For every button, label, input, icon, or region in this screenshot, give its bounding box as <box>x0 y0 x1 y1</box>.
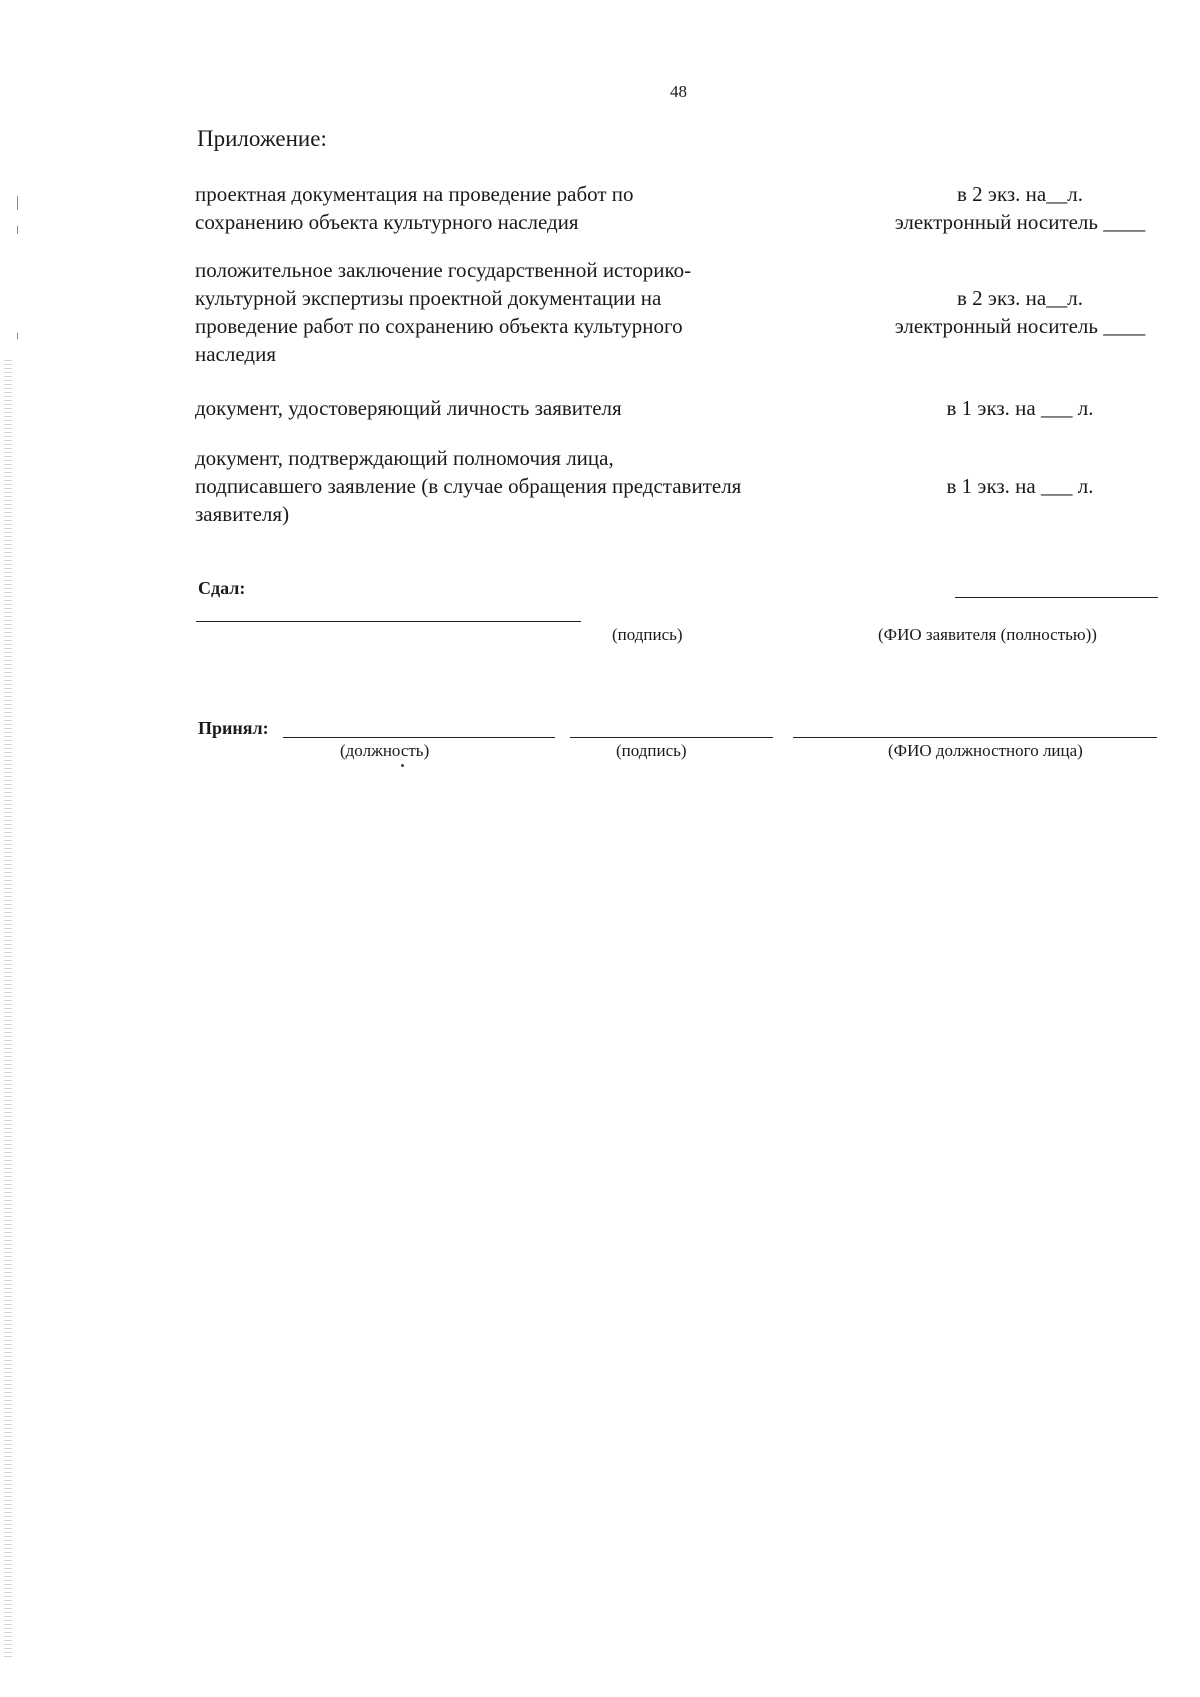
item-quantity <box>870 180 1170 236</box>
scan-edge-artifact <box>4 360 12 1660</box>
item-line: положительное заключение государственной историко- <box>195 258 692 282</box>
attachment-heading: Приложение: <box>197 126 327 151</box>
received-name-caption: (ФИО должностного лица) <box>888 741 1083 760</box>
attachment-item-description <box>195 180 855 236</box>
scan-speck <box>401 764 404 767</box>
handed-over-label: Сдал: <box>198 578 246 598</box>
item-quantity <box>870 472 1170 500</box>
handed-over-signature-caption: (подпись) <box>612 625 683 644</box>
item-quantity <box>870 394 1170 422</box>
item-line: проектная документация на проведение работ по <box>195 182 634 206</box>
item-line: заявителя) <box>195 502 290 526</box>
received-name-line <box>793 737 1157 738</box>
attachment-item-description <box>195 394 855 422</box>
handed-over-name-caption: (ФИО заявителя (полностью)) <box>878 625 1097 644</box>
copies-text: в 2 экз. на__л. <box>957 286 1083 310</box>
attachment-item-description <box>195 256 855 368</box>
received-position-line <box>283 737 555 738</box>
electronic-medium-text: электронный носитель ____ <box>894 210 1146 234</box>
item-line: культурной экспертизы проектной документации на <box>195 286 662 310</box>
item-line: наследия <box>195 342 276 366</box>
item-line: документ, удостоверяющий личность заявителя <box>195 396 622 420</box>
item-line: подписавшего заявление (в случае обращения представителя <box>195 474 742 498</box>
item-quantity <box>870 284 1170 340</box>
copies-text: в 1 экз. на ___ л. <box>946 474 1094 498</box>
copies-text: в 2 экз. на__л. <box>957 182 1083 206</box>
item-line: проведение работ по сохранению объекта культурного <box>195 314 683 338</box>
page-number: 48 <box>670 82 687 101</box>
scan-mark <box>17 333 18 339</box>
handed-over-name-line <box>955 597 1158 598</box>
scan-mark <box>17 226 18 234</box>
handed-over-signature-line <box>196 621 581 622</box>
received-signature-caption: (подпись) <box>616 741 687 760</box>
received-label: Принял: <box>198 718 269 738</box>
item-line: документ, подтверждающий полномочия лица, <box>195 446 614 470</box>
electronic-medium-text: электронный носитель ____ <box>894 314 1146 338</box>
received-signature-line <box>570 737 773 738</box>
received-position-caption: (должность) <box>340 741 430 760</box>
item-line: сохранению объекта культурного наследия <box>195 210 579 234</box>
copies-text: в 1 экз. на ___ л. <box>946 396 1094 420</box>
attachment-item-description <box>195 444 855 528</box>
scan-mark <box>17 196 18 210</box>
